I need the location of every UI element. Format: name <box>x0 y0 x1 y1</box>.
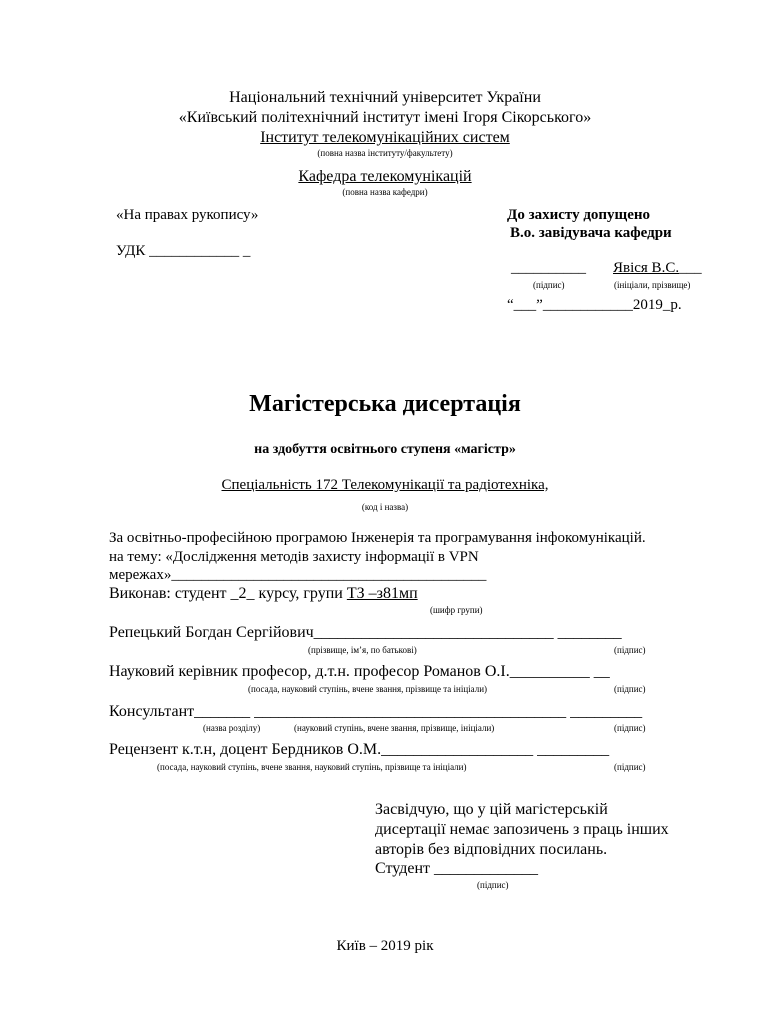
department-name: Кафедра телекомунікацій <box>298 168 472 185</box>
supervisor-line: Науковий керівник професор, д.т.н. професор Романов О.І.__________ __ <box>109 663 610 680</box>
institute-caption: (повна назва інституту/факультету) <box>317 148 453 158</box>
head-initials-caption: (ініціали, прізвище) <box>614 280 691 290</box>
student-sign-caption: (підпис) <box>614 645 646 655</box>
consultant-position-caption: (науковий ступінь, вчене звання, прізвище, ініціали) <box>294 723 495 733</box>
approval-date-line: “___”____________2019_р. <box>507 297 682 313</box>
udk-field: УДК ____________ _ <box>116 243 251 259</box>
supervisor-position-caption: (посада, науковий ступінь, вчене звання, прізвище та ініціали) <box>248 684 488 694</box>
group-code: ТЗ –з81мп <box>346 585 418 602</box>
group-caption: (шифр групи) <box>430 605 483 615</box>
consultant-sign-caption: (підпис) <box>614 723 646 733</box>
thesis-title: Магістерська дисертація <box>249 391 521 417</box>
supervisor-sign-caption: (підпис) <box>614 684 646 694</box>
degree-line: на здобуття освітнього ступеня «магістр» <box>254 442 516 457</box>
reviewer-position-caption: (посада, науковий ступінь, вчене звання, науковий ступінь, прізвище та ініціали) <box>157 762 467 772</box>
consultant-line: Консультант_______ _______________________________________ _________ <box>109 703 643 720</box>
certification-line-3: авторів без відповідних посилань. <box>375 841 608 858</box>
student-name-line: Репецький Богдан Сергійович______________________________ ________ <box>109 624 622 641</box>
university-line-2: «Київський політехнічний інститут імені Ігоря Сікорського» <box>178 109 592 126</box>
certification-line-1: Засвідчую, що у цій магістерській <box>375 801 608 818</box>
specialty-caption: (код і назва) <box>361 502 409 512</box>
city-year: Київ – 2019 рік <box>336 938 434 954</box>
performer-line: Виконав: студент _2_ курсу, групи ТЗ –з81мп <box>109 585 418 602</box>
reviewer-sign-caption: (підпис) <box>614 762 646 772</box>
certification-student-line: Студент _____________ <box>375 860 539 877</box>
head-signature-line: __________ <box>511 260 586 276</box>
reviewer-line: Рецензент к.т.н, доцент Бердников О.М.___________________ _________ <box>109 741 610 758</box>
manuscript-label: «На правах рукопису» <box>116 207 259 223</box>
institute-name: Інститут телекомунікаційних систем <box>260 129 510 146</box>
topic-line: на тему: «Дослідження методів захисту інформації в VPN <box>109 549 479 565</box>
certification-line-2: дисертації немає запозичень з праць інших <box>375 821 669 838</box>
acting-head-label: В.о. завідувача кафедри <box>510 225 672 241</box>
program-line: За освітньо-професійною програмою Інженерія та програмування інфокомунікацій. <box>109 530 646 546</box>
topic-line-continued: мережах»__________________________________________ <box>109 567 487 583</box>
admitted-label: До захисту допущено <box>507 207 651 223</box>
department-caption: (повна назва кафедри) <box>342 187 428 197</box>
head-signature-caption: (підпис) <box>533 280 565 290</box>
consultant-section-caption: (назва розділу) <box>203 723 261 733</box>
specialty-line: Спеціальність 172 Телекомунікації та радіотехніка, <box>221 477 549 493</box>
student-name-caption: (прізвище, ім’я, по батькові) <box>308 645 417 655</box>
head-name: Явіся В.С.___ <box>613 260 702 276</box>
certification-sign-caption: (підпис) <box>477 880 509 890</box>
university-line-1: Національний технічний університет України <box>229 89 541 106</box>
